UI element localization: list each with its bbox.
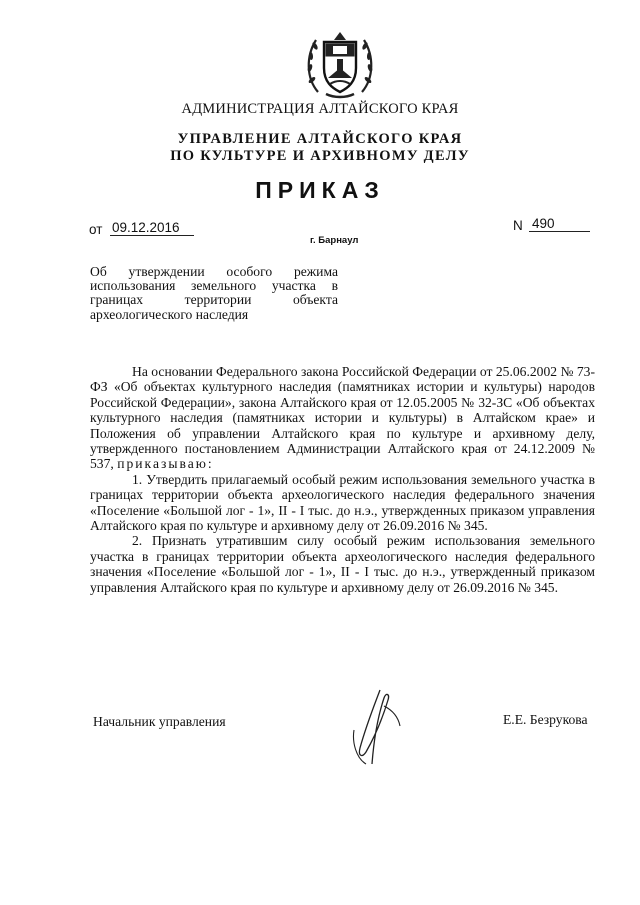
signatory-name: Е.Е. Безрукова	[503, 712, 588, 727]
department-line-1: УПРАВЛЕНИЕ АЛТАЙСКОГО КРАЯ	[177, 131, 463, 147]
order-body	[90, 364, 595, 595]
order-keyword: приказываю:	[117, 456, 214, 472]
order-subject: Об утверждении особого режима использования земельного участка в границах территории объекта археологического наследия	[90, 264, 338, 322]
coat-of-arms-emblem	[304, 28, 376, 100]
paragraph-item-1: 1. Утвердить прилагаемый особый режим использования земельного участка в границах территории объекта археологического наследия федерального значения «Поселение «Большой лог - 1», II - I тыс. до н.э., утвержденных приказом управления Алтайского края по культуре и архивному делу от 26.09.2016 № 345.	[90, 471, 595, 534]
paragraph-basis	[90, 364, 595, 472]
paragraph-basis-text: На основании Федерального закона Российской Федерации от 25.06.2002 № 73-ФЗ «Об объектах культурного наследия (памятниках истории и культуры) народов Российской Федерации», закона Алтайского края от 12.05.2005 № 32-ЗС «Об объектах культурного наследия (памятниках истории и культуры) в Алтайском крае» и Положения об управлении Алтайского края по культуре и архивному делу, утвержденного постановлением Администрации Алтайского края от 24.12.2009 № 537,	[90, 364, 595, 472]
administration-name: АДМИНИСТРАЦИЯ АЛТАЙСКОГО КРАЯ	[181, 101, 459, 117]
signatory-title: Начальник управления	[93, 714, 226, 729]
department-line-2: ПО КУЛЬТУРЕ И АРХИВНОМУ ДЕЛУ	[170, 148, 470, 164]
order-date: 09.12.2016	[110, 220, 194, 236]
order-number: 490	[529, 216, 590, 232]
city-label: г. Барнаул	[310, 235, 359, 246]
document-type-title: ПРИКАЗ	[255, 177, 385, 203]
date-prefix: от	[89, 222, 103, 237]
number-prefix: N	[513, 218, 523, 233]
handwritten-signature	[344, 686, 408, 768]
department-name	[0, 131, 640, 165]
paragraph-item-2: 2. Признать утратившим силу особый режим использования земельного участка в границах территории объекта археологического наследия федерального значения «Поселение «Большой лог - 1», II - I тыс. до н.э., утвержденный приказом управления Алтайского края по культуре и архивному делу от 26.09.2016 № 345.	[90, 533, 595, 595]
